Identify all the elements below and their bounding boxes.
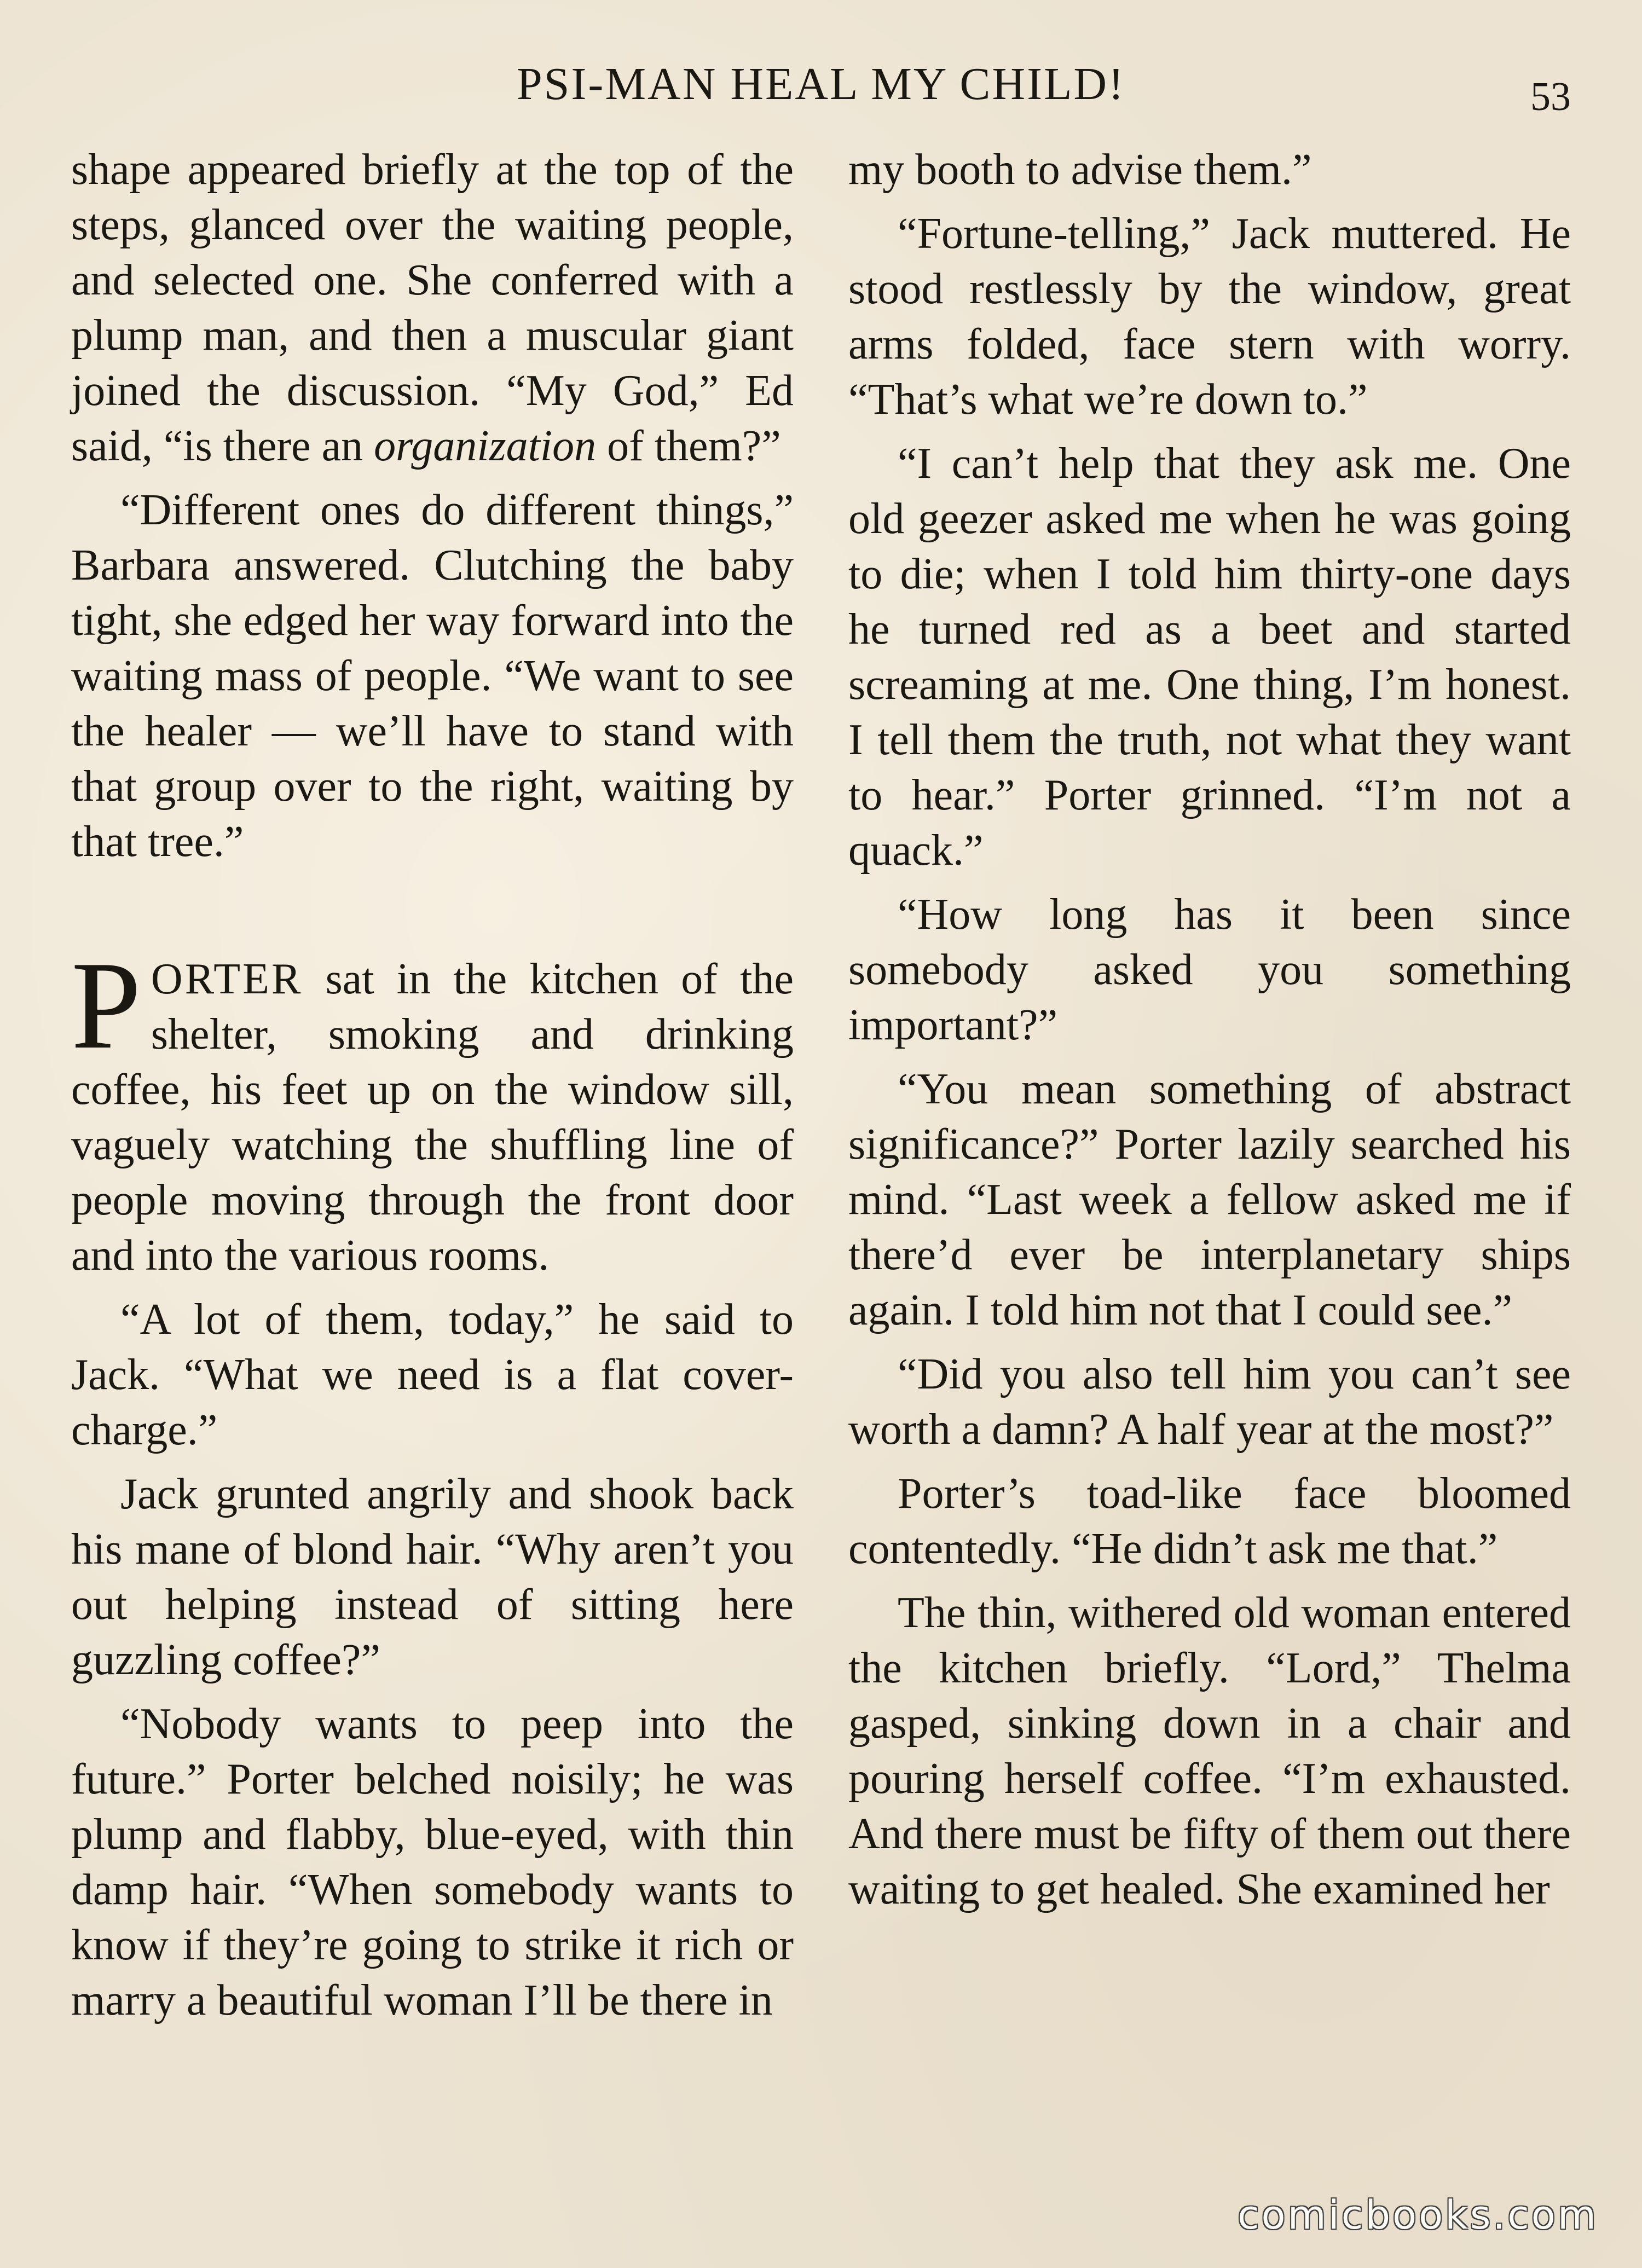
lead-word: ORTER [151, 955, 303, 1003]
paragraph: “How long has it been since somebody asked you something important?” [848, 890, 1571, 1049]
paragraph: “You mean something of abstract significance?” Porter lazily searched his mind. “Last week a fellow asked me if there’d ever be interplanetary ships again. I told him not that I could see.” [848, 1065, 1571, 1334]
paragraph: “A lot of them, today,” he said to Jack. “What we need is a flat cover-charge.” [71, 1295, 794, 1454]
paragraph: “Different ones do different things,” Barbara answered. Clutching the baby tight, she edged her way forward into the waiting mass of people. “We want to see the healer — we’ll have to stand with that group over to the right, waiting by that tree.” [71, 486, 794, 866]
paragraph: Jack grunted angrily and shook back his mane of blond hair. “Why aren’t you out helping instead of sitting here guzzling coffee?” [71, 1470, 794, 1684]
paragraph: “I can’t help that they ask me. One old geezer asked me when he was going to die; when I told him thirty-one days he turned red as a beet and started screaming at me. One thing, I’m honest. I tell them the truth, not what they want to hear.” Porter grinned. “I’m not a quack.” [848, 439, 1571, 875]
page-header [0, 52, 1642, 118]
left-column [71, 142, 794, 2037]
emphasis-text: organization [374, 422, 597, 470]
paragraph: my booth to advise them.” [848, 146, 1312, 194]
paragraph-text: of them?” [596, 422, 781, 470]
paragraph: Porter’s toad-like face bloomed contentedly. “He didn’t ask me that.” [848, 1469, 1571, 1573]
drop-cap: P [71, 935, 141, 1075]
section-opening-paragraph [71, 935, 794, 1283]
right-column [848, 142, 1571, 1926]
paragraph-text: sat in the kitchen of the shelter, smoking and drinking coffee, his feet up on the window sill, vaguely watching the shuffling line of people moving through the front door and into the various rooms. [71, 955, 794, 1280]
watermark: comicbooks.com [1237, 2192, 1598, 2238]
paragraph: “Fortune-telling,” Jack muttered. He stood restlessly by the window, great arms folded, face stern with worry. “That’s what we’re down to.” [848, 210, 1571, 424]
paragraph [71, 142, 794, 474]
running-title: PSI-MAN HEAL MY CHILD! [516, 59, 1126, 109]
paragraph-text: shape appeared briefly at the top of the steps, glanced over the waiting people, and selected one. She conferred with a plump man, and then a muscular giant joined the discussion. “My God,” Ed said, “is there an [71, 146, 794, 470]
paragraph: The thin, withered old woman entered the kitchen briefly. “Lord,” Thelma gasped, sinking down in a chair and pouring herself coffee. “I’m exhausted. And there must be fifty of them out there waiting to get healed. She examined her [848, 1589, 1571, 1913]
paragraph: “Nobody wants to peep into the future.” Porter belched noisily; he was plump and flabby, blue-eyed, with thin damp hair. “When somebody wants to know if they’re going to strike it rich or marry a beautiful woman I’ll be there in [71, 1700, 794, 2024]
page-number: 53 [1530, 74, 1571, 119]
paragraph: “Did you also tell him you can’t see worth a damn? A half year at the most?” [848, 1350, 1571, 1454]
